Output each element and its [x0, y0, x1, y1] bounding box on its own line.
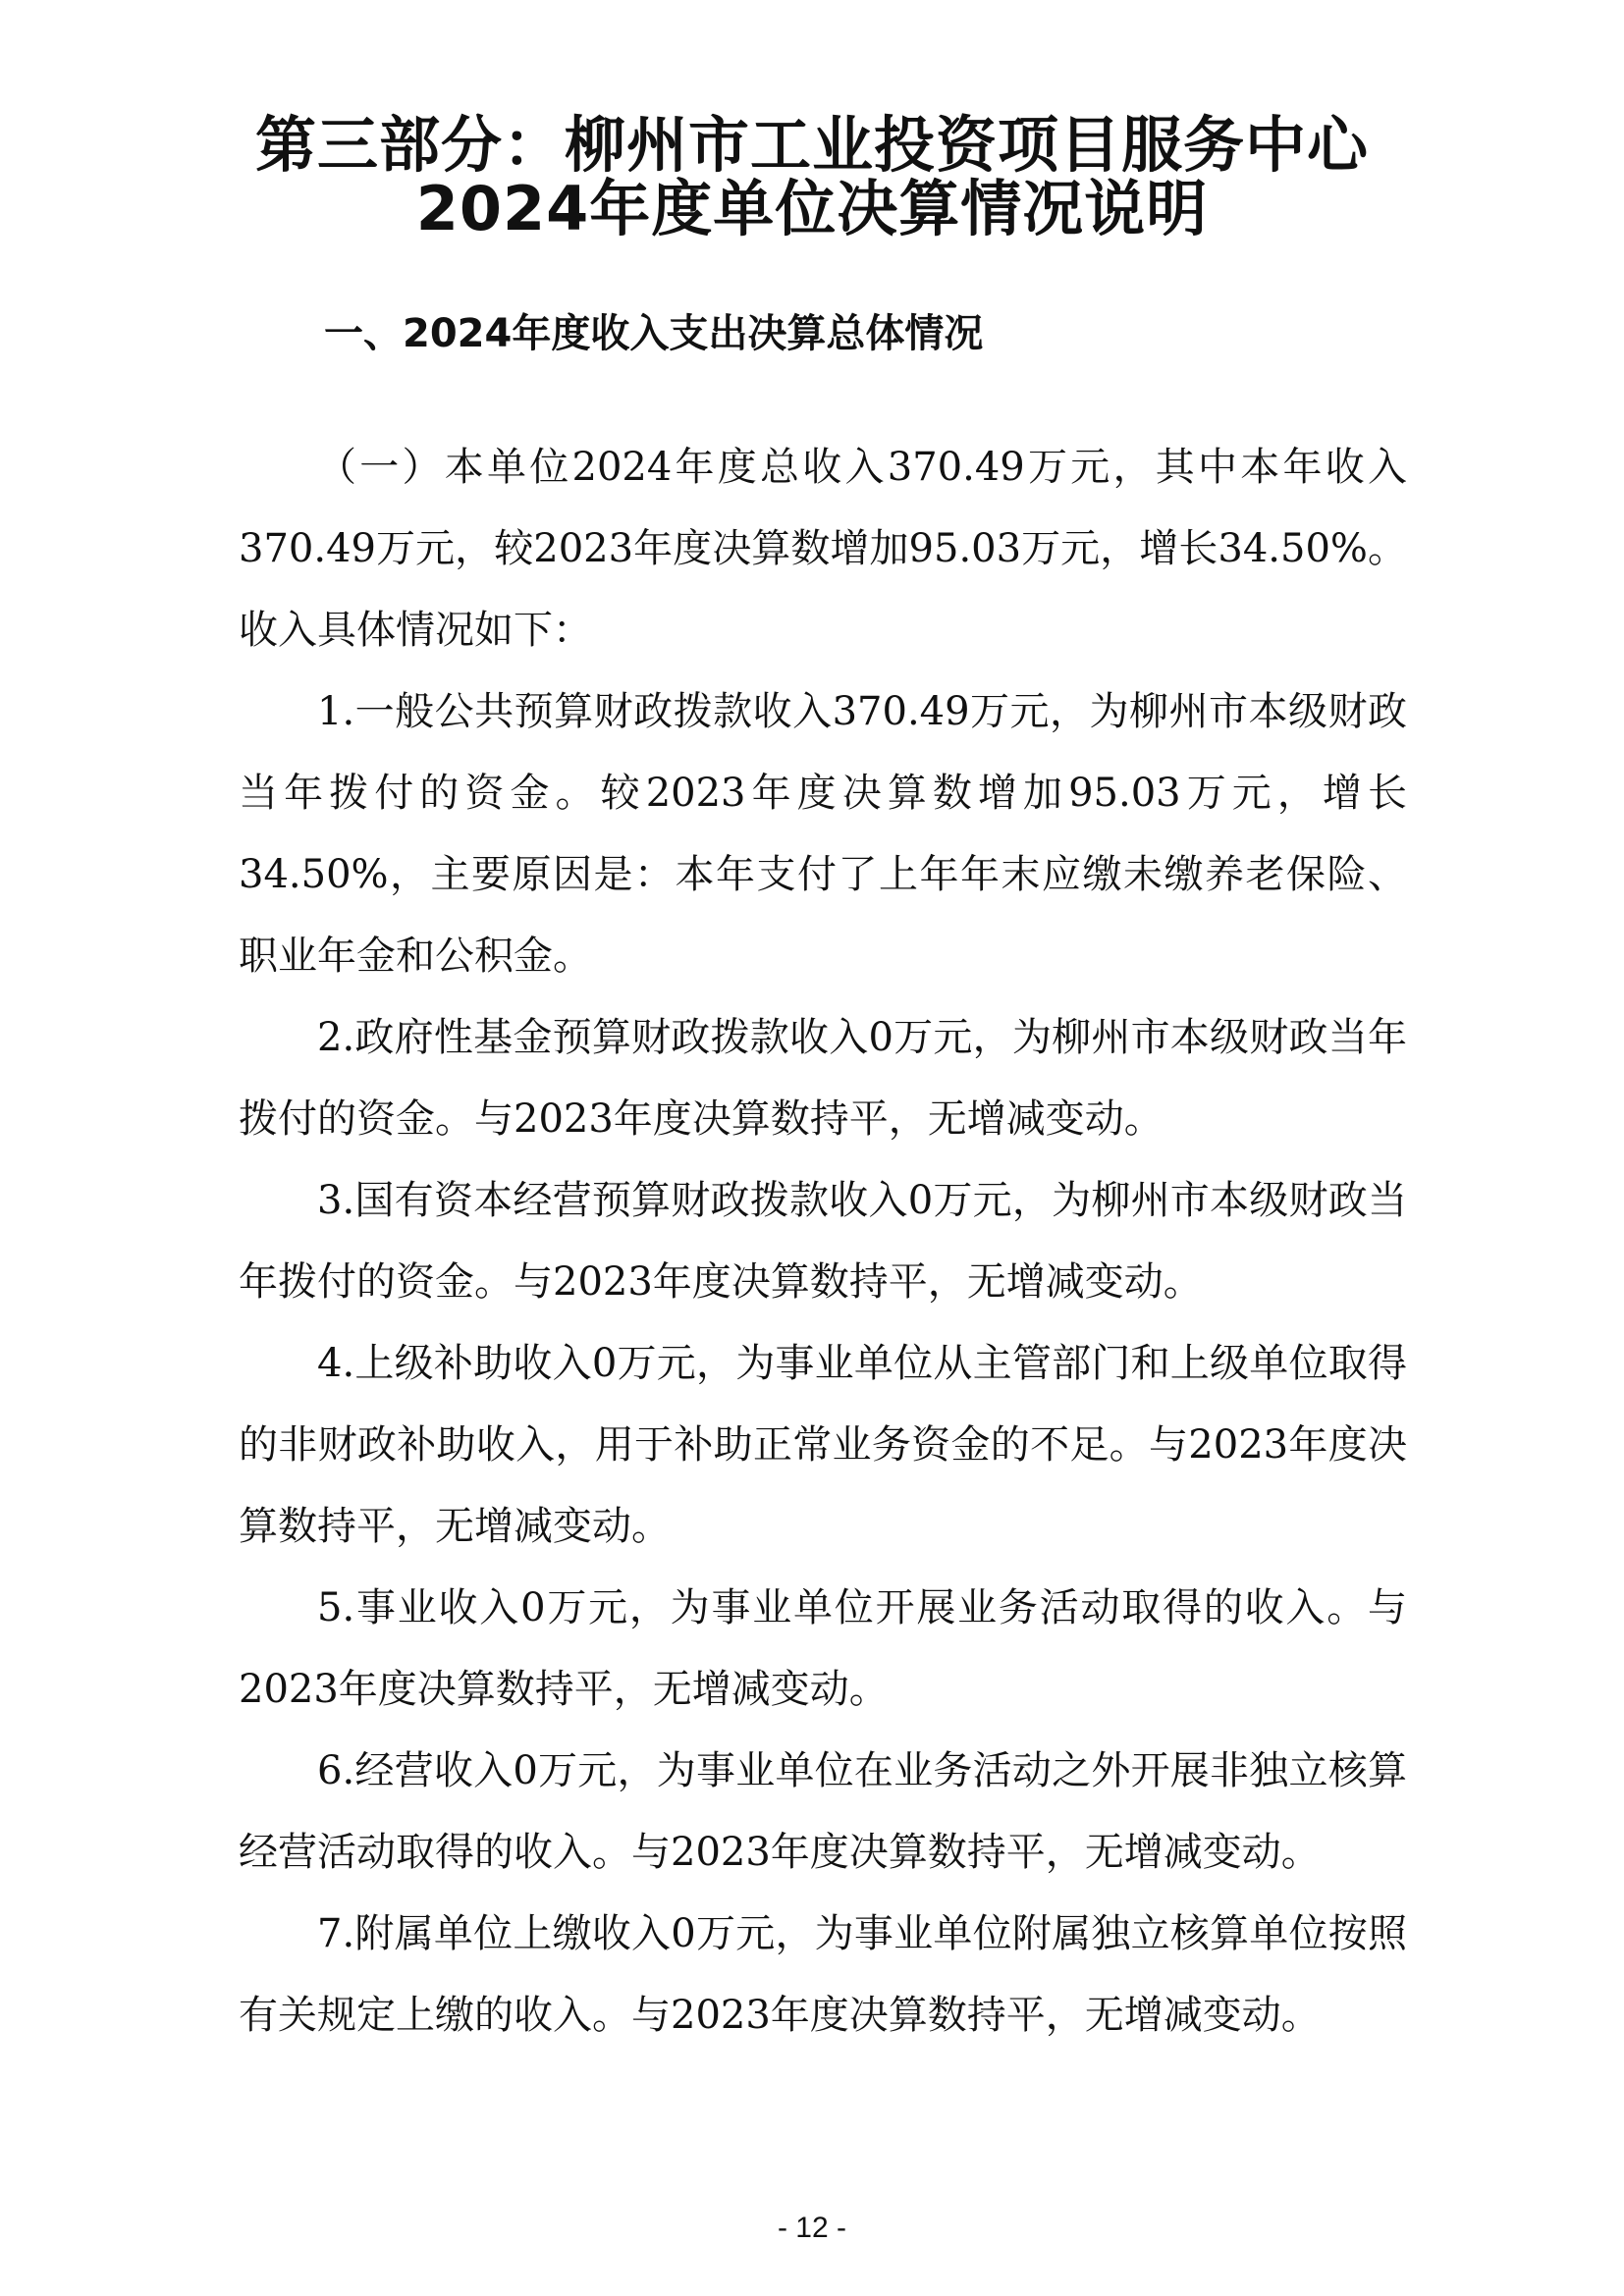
paragraph-item-6: 6.经营收入0万元，为事业单位在业务活动之外开展非独立核算经营活动取得的收入。与2023年度决算数持平，无增减变动。 [239, 1748, 1407, 1875]
paragraph-item-1: 1.一般公共预算财政拨款收入370.49万元，为柳州市本级财政当年拨付的资金。较2023年度决算数增加95.03万元，增长34.50%，主要原因是：本年支付了上年年末应缴未缴养老保险、职业年金和公积金。 [239, 689, 1407, 979]
document-title-line-1: 第三部分：柳州市工业投资项目服务中心 [254, 109, 1369, 181]
document-title-line-2: 2024年度单位决算情况说明 [415, 173, 1209, 244]
document-body [239, 427, 1407, 2056]
paragraph-item-7: 7.附属单位上缴收入0万元，为事业单位附属独立核算单位按照有关规定上缴的收入。与2023年度决算数持平，无增减变动。 [239, 1911, 1407, 2038]
paragraph-item-5: 5.事业收入0万元，为事业单位开展业务活动取得的收入。与2023年度决算数持平，无增减变动。 [239, 1585, 1407, 1712]
paragraph-overview: （一）本单位2024年度总收入370.49万元，其中本年收入370.49万元，较2023年度决算数增加95.03万元，增长34.50%。收入具体情况如下： [239, 445, 1407, 653]
page-number: - 12 - [777, 2212, 847, 2244]
paragraph-item-2: 2.政府性基金预算财政拨款收入0万元，为柳州市本级财政当年拨付的资金。与2023年度决算数持平，无增减变动。 [239, 1015, 1407, 1142]
paragraph-item-3: 3.国有资本经营预算财政拨款收入0万元，为柳州市本级财政当年拨付的资金。与2023年度决算数持平，无增减变动。 [239, 1178, 1407, 1305]
section-heading: 一、2024年度收入支出决算总体情况 [324, 311, 984, 356]
paragraph-item-4: 4.上级补助收入0万元，为事业单位从主管部门和上级单位取得的非财政补助收入，用于补助正常业务资金的不足。与2023年度决算数持平，无增减变动。 [239, 1341, 1407, 1549]
